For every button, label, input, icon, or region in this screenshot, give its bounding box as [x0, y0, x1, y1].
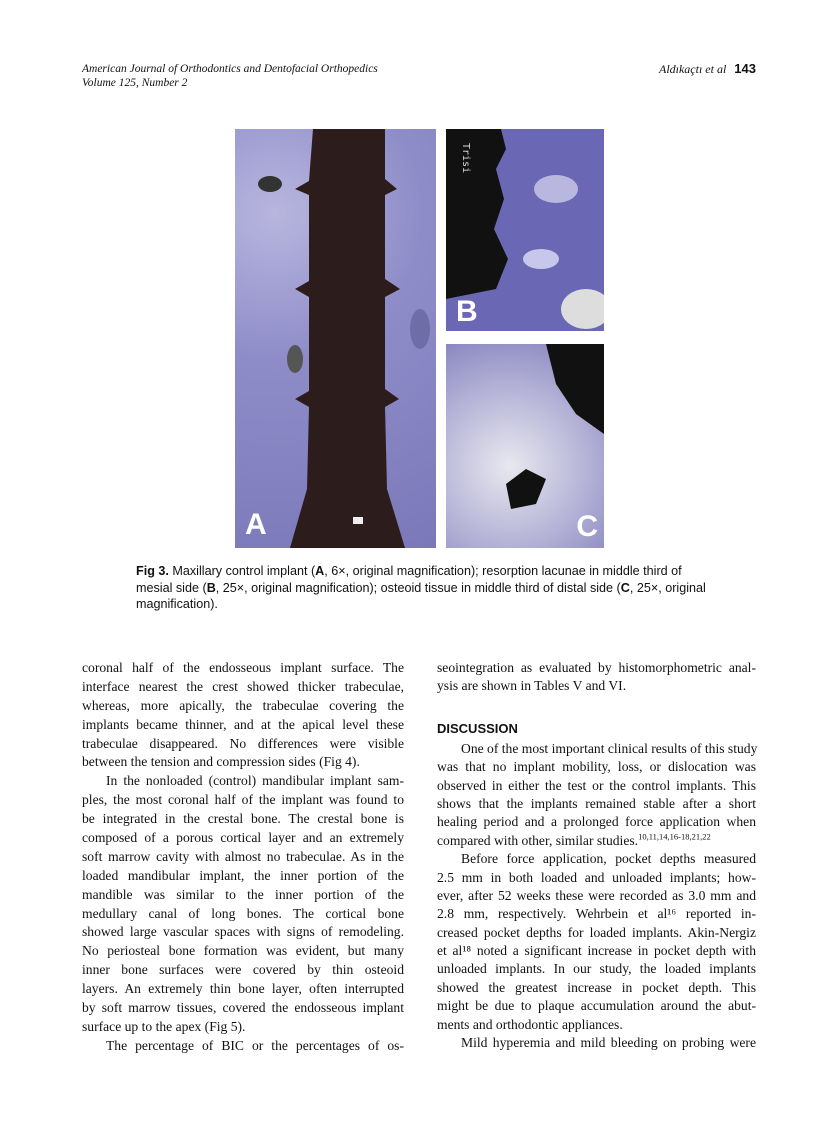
- line-text: healing period and a prolonged force application when: [437, 814, 756, 830]
- text-line: [82, 999, 404, 1018]
- line-text: interface nearest the crest showed thicker trabeculae,: [82, 678, 404, 694]
- text-line: [82, 848, 404, 867]
- line-text: loaded mandibular implant, the inner portion of the: [82, 867, 404, 883]
- left-column: [82, 659, 404, 1056]
- line-text: ples, the most coronal half of the implant was found to: [82, 792, 404, 808]
- intro-paragraph: [437, 659, 756, 696]
- text-line: [82, 810, 404, 829]
- text-line: [437, 942, 756, 960]
- line-text: medullary canal of long bones. The cortical bone: [82, 905, 404, 921]
- line-text: between the tension and compression sides (Fig 4).: [82, 754, 360, 770]
- text-line: [437, 795, 756, 813]
- text-line: [82, 659, 404, 678]
- line-text: showed the greatest increase in pocket depth. This: [437, 979, 756, 995]
- line-text: trabeculae disappeared. No differences were visible: [82, 735, 404, 751]
- text-line: [82, 772, 404, 791]
- line-text: No periosteal bone formation was evident, but many: [82, 943, 404, 959]
- text-line: [82, 867, 404, 886]
- text-line: [437, 850, 756, 868]
- line-text: et al¹⁸ noted a significant increase in pocket depth with: [437, 943, 756, 959]
- text-line: [82, 905, 404, 924]
- text-line: [437, 997, 756, 1015]
- panel-label-b: B: [456, 295, 478, 328]
- text-line: [82, 980, 404, 999]
- line-text: ysis are shown in Tables V and VI.: [437, 678, 627, 694]
- text-line: [437, 758, 756, 776]
- line-text: mandible was similar to the inner portion of the: [82, 886, 404, 902]
- journal-volume: Volume 125, Number 2: [82, 77, 188, 89]
- caption-label: B: [206, 580, 216, 595]
- text-line: [82, 961, 404, 980]
- text-line: [437, 960, 756, 978]
- line-text: unloaded implants. In our study, the loaded implants: [437, 961, 756, 977]
- line-text: whereas, more apically, the trabeculae covering the: [82, 697, 404, 713]
- text-line: [437, 832, 756, 850]
- text-line: [82, 678, 404, 697]
- text-line: [82, 697, 404, 716]
- line-text: by soft marrow tissues, covered the endosseous implant: [82, 1000, 404, 1016]
- caption-text: , 25×, original magnification); osteoid tissue in middle third of distal side (: [215, 580, 621, 595]
- line-text: surface up to the apex (Fig 5).: [82, 1018, 246, 1034]
- citation-superscript: 10,11,14,16-18,21,22: [638, 831, 711, 842]
- line-text: In the nonloaded (control) mandibular implant sam-: [106, 773, 404, 789]
- line-text: ever, after 52 weeks these were recorded as 3.0 mm and: [437, 887, 756, 903]
- line-text: shows that the implants remained stable after a short: [437, 795, 756, 811]
- text-line: [82, 923, 404, 942]
- running-header: [82, 62, 378, 90]
- line-text: composed of a porous cortical layer and an extremely: [82, 830, 404, 846]
- text-line: [437, 813, 756, 831]
- figure-panel-a: [235, 129, 436, 548]
- text-line: [437, 924, 756, 942]
- text-line: [437, 887, 756, 905]
- caption-text: Maxillary control implant (: [168, 564, 316, 578]
- journal-title: American Journal of Orthodontics and Dentofacial Orthopedics: [82, 63, 378, 75]
- line-text: Mild hyperemia and mild bleeding on probing were: [461, 1035, 756, 1051]
- line-text: 2.8 mm, respectively. Wehrbein et al¹⁶ reported in-: [437, 906, 756, 922]
- text-line: [82, 886, 404, 905]
- text-line: [82, 735, 404, 754]
- figure-panel-b: [446, 129, 604, 331]
- text-line: [82, 753, 404, 772]
- line-text: Before force application, pocket depths measured: [461, 851, 756, 867]
- page-number: 143: [734, 61, 756, 76]
- text-line: [437, 1034, 756, 1052]
- text-line: [437, 740, 756, 758]
- text-line: [82, 791, 404, 810]
- panel-label-c: C: [576, 510, 598, 543]
- text-line: [437, 1016, 756, 1034]
- line-text: soft marrow cavity with almost no trabeculae. As in the: [82, 848, 404, 864]
- line-text: was that no implant mobility, loss, or dislocation was: [437, 759, 756, 775]
- line-text: ments and orthodontic appliances.: [437, 1016, 623, 1032]
- figure-caption: [136, 563, 712, 613]
- line-text: One of the most important clinical results of this study: [461, 740, 758, 756]
- text-line: [82, 716, 404, 735]
- line-text: layers. An extremely thin bone layer, often interrupted: [82, 981, 404, 997]
- text-line: [437, 659, 756, 677]
- specimen-stamp: Trisi: [460, 143, 471, 174]
- line-text: showed large vascular spaces with signs of remodeling.: [82, 924, 404, 940]
- authors: Aldıkaçtı et al: [658, 62, 727, 76]
- text-line: [437, 777, 756, 795]
- page-header-right: [659, 61, 756, 77]
- implant-image: [235, 129, 436, 548]
- section-heading: DISCUSSION: [437, 720, 518, 736]
- line-text: The percentage of BIC or the percentages of os-: [106, 1037, 404, 1053]
- caption-label: C: [620, 580, 630, 595]
- line-text: might be due to plaque accumulation around the abut-: [437, 998, 756, 1014]
- line-text: coronal half of the endosseous implant surface. The: [82, 660, 404, 675]
- line-text: 2.5 mm in both loaded and unloaded implants; how-: [437, 869, 756, 885]
- line-text: implants became thinner, and at the apical level these: [82, 716, 404, 732]
- text-line: [82, 1037, 404, 1056]
- text-line: [437, 677, 756, 695]
- caption-text: , 6×, original magnification); resorption lacunae in middle third of mesial side (: [136, 564, 682, 595]
- line-text: be integrated in the crestal bone. The crestal bone is: [82, 811, 404, 827]
- text-line: [437, 979, 756, 997]
- figure-panel-c: [446, 344, 604, 548]
- right-column: [437, 659, 756, 1052]
- text-line: [82, 829, 404, 848]
- caption-text: , 25×, original magnification).: [136, 580, 706, 611]
- panel-label-a: A: [245, 508, 267, 541]
- line-text: inner bone surfaces were covered by thin osteoid: [82, 962, 404, 978]
- line-text: seointegration as evaluated by histomorphometric anal-: [437, 660, 756, 675]
- text-line: [437, 869, 756, 887]
- line-text: compared with other, similar studies.: [437, 832, 639, 848]
- line-text: creased pocket depths for loaded implants. Akin-Nergiz: [437, 924, 756, 940]
- text-line: [82, 1018, 404, 1037]
- text-line: [82, 942, 404, 961]
- discussion-body: [437, 740, 756, 1053]
- line-text: observed in either the test or the control implants. This: [437, 777, 756, 793]
- text-line: [437, 905, 756, 923]
- figure-number: Fig 3.: [136, 564, 169, 578]
- caption-label: A: [315, 564, 325, 578]
